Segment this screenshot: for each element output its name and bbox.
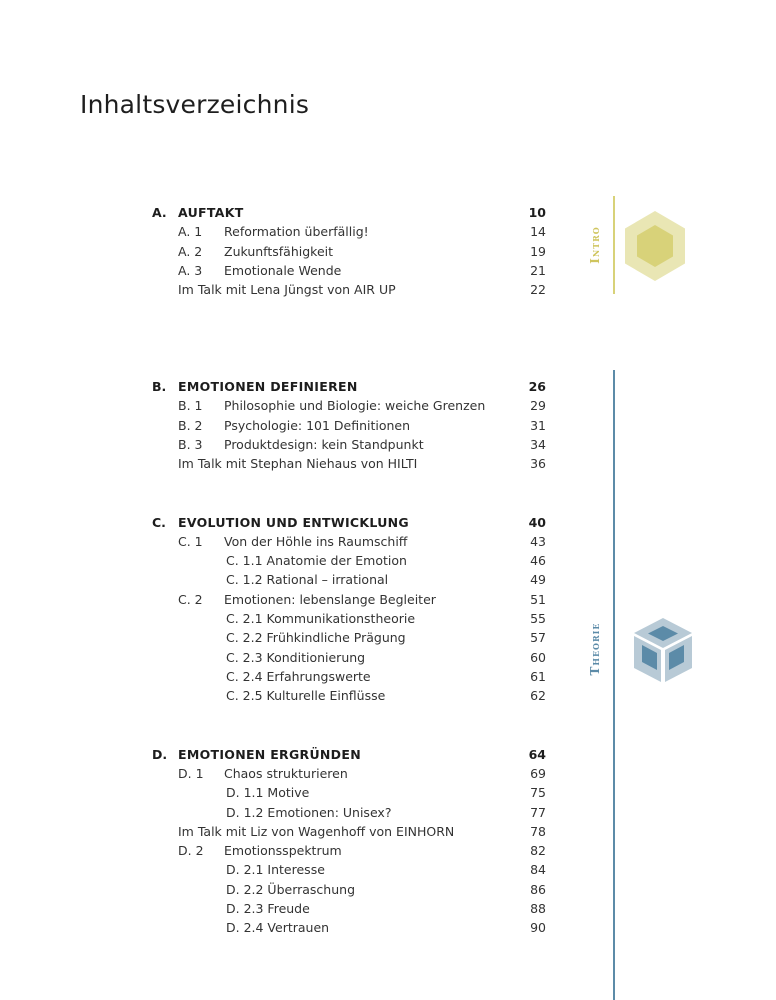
toc-section (0, 435, 546, 454)
toc-entry-number: B. 3 (178, 437, 203, 452)
toc-entry-title: D. 1.2 Emotionen: Unisex? (226, 805, 392, 820)
toc-entry-title: Emotionale Wende (224, 263, 342, 278)
toc-page-number: 10 (528, 205, 546, 220)
theorie-section-label: Theorie (588, 622, 602, 676)
toc-entry-title: EVOLUTION UND ENTWICKLUNG (178, 515, 409, 530)
toc-page-number: 61 (530, 669, 546, 684)
toc-entry-title: EMOTIONEN ERGRÜNDEN (178, 747, 361, 762)
toc-page-number: 64 (528, 747, 546, 762)
toc-entry-title: D. 2.2 Überraschung (226, 882, 356, 897)
toc-entry-title: C. 2.3 Konditionierung (226, 650, 366, 665)
toc-entry-number: D. 1 (178, 766, 204, 781)
toc-section (0, 242, 546, 261)
toc-subsection (0, 609, 546, 628)
toc-page-number: 19 (530, 244, 546, 259)
toc-section (0, 416, 546, 435)
toc-page-number: 26 (528, 379, 546, 394)
toc-page-number: 14 (530, 224, 546, 239)
toc-entry-title: Von der Höhle ins Raumschiff (224, 534, 408, 549)
toc-entry-number: C. 2 (178, 592, 203, 607)
toc-entry-number: C. (152, 515, 166, 530)
toc-page-number: 86 (530, 882, 546, 897)
toc-page-number: 51 (530, 592, 546, 607)
toc-chapter (0, 513, 546, 532)
toc-entry-number: A. 2 (178, 244, 203, 259)
toc-page-number: 34 (530, 437, 546, 452)
toc-entry-title: C. 1.1 Anatomie der Emotion (226, 553, 407, 568)
toc-talk-entry (0, 822, 546, 841)
toc-subsection (0, 918, 546, 937)
toc-page-number: 21 (530, 263, 546, 278)
theorie-divider-line (613, 370, 615, 1000)
toc-entry-title: Zukunftsfähigkeit (224, 244, 334, 259)
toc-entry-number: A. 1 (178, 224, 203, 239)
toc-entry-title: AUFTAKT (178, 205, 244, 220)
toc-page-number: 88 (530, 901, 546, 916)
toc-page-number: 84 (530, 862, 546, 877)
toc-entry-title: C. 2.5 Kulturelle Einflüsse (226, 688, 386, 703)
toc-page-number: 40 (528, 515, 546, 530)
toc-page-number: 75 (530, 785, 546, 800)
toc-page-number: 49 (530, 572, 546, 587)
toc-entry-title: C. 2.4 Erfahrungswerte (226, 669, 371, 684)
toc-talk-entry (0, 280, 546, 299)
toc-subsection (0, 686, 546, 705)
toc-entry-title: D. 2.4 Vertrauen (226, 920, 330, 935)
toc-entry-title: C. 2.1 Kommunikationstheorie (226, 611, 416, 626)
toc-page-number: 31 (530, 418, 546, 433)
toc-subsection (0, 628, 546, 647)
toc-entry-title: Emotionen: lebenslange Begleiter (224, 592, 436, 607)
toc-section (0, 532, 546, 551)
toc-entry-title: Im Talk mit Liz von Wagenhoff von EINHORN (178, 824, 455, 839)
toc-entry-title: D. 2.3 Freude (226, 901, 310, 916)
toc-subsection (0, 803, 546, 822)
toc-page-number: 69 (530, 766, 546, 781)
toc-subsection (0, 899, 546, 918)
toc-page-number: 36 (530, 456, 546, 471)
toc-page-number: 77 (530, 805, 546, 820)
toc-page-number: 60 (530, 650, 546, 665)
toc-entry-title: EMOTIONEN DEFINIEREN (178, 379, 358, 394)
toc-entry-title: Reformation überfällig! (224, 224, 369, 239)
toc-page-number: 78 (530, 824, 546, 839)
toc-section (0, 261, 546, 280)
toc-page-number: 90 (530, 920, 546, 935)
toc-section (0, 841, 546, 860)
toc-chapter (0, 745, 546, 764)
toc-section (0, 590, 546, 609)
toc-entry-title: C. 2.2 Frühkindliche Prägung (226, 630, 406, 645)
toc-entry-number: D. 2 (178, 843, 204, 858)
hexagon-icon (622, 209, 688, 283)
toc-subsection (0, 570, 546, 589)
toc-entry-title: C. 1.2 Rational – irrational (226, 572, 389, 587)
toc-subsection (0, 860, 546, 879)
toc-entry-number: C. 1 (178, 534, 203, 549)
intro-section-label: Intro (588, 226, 602, 264)
toc-chapter (0, 203, 546, 222)
toc-page-number: 57 (530, 630, 546, 645)
toc-entry-number: B. 2 (178, 418, 203, 433)
toc-talk-entry (0, 454, 546, 473)
toc-entry-title: Philosophie und Biologie: weiche Grenzen (224, 398, 486, 413)
toc-entry-number: B. 1 (178, 398, 203, 413)
toc-section (0, 764, 546, 783)
toc-entry-number: A. (152, 205, 167, 220)
toc-entry-title: Produktdesign: kein Standpunkt (224, 437, 424, 452)
toc-section (0, 396, 546, 415)
toc-entry-number: B. (152, 379, 167, 394)
toc-subsection (0, 783, 546, 802)
toc-subsection (0, 551, 546, 570)
toc-subsection (0, 667, 546, 686)
toc-entry-title: D. 1.1 Motive (226, 785, 310, 800)
toc-page-number: 43 (530, 534, 546, 549)
toc-entry-title: D. 2.1 Interesse (226, 862, 325, 877)
toc-page-number: 82 (530, 843, 546, 858)
intro-divider-line (613, 196, 615, 294)
toc-subsection (0, 880, 546, 899)
toc-section (0, 222, 546, 241)
toc-entry-title: Emotionsspektrum (224, 843, 342, 858)
toc-page-number: 22 (530, 282, 546, 297)
toc-page-number: 55 (530, 611, 546, 626)
cube-icon (630, 616, 696, 686)
toc-entry-title: Im Talk mit Lena Jüngst von AIR UP (178, 282, 396, 297)
toc-page-number: 62 (530, 688, 546, 703)
toc-entry-number: A. 3 (178, 263, 203, 278)
page-title: Inhaltsverzeichnis (80, 90, 310, 119)
toc-chapter (0, 377, 546, 396)
toc-subsection (0, 648, 546, 667)
toc-entry-number: D. (152, 747, 168, 762)
toc-page-number: 46 (530, 553, 546, 568)
toc-page-number: 29 (530, 398, 546, 413)
toc-entry-title: Chaos strukturieren (224, 766, 348, 781)
toc-entry-title: Psychologie: 101 Definitionen (224, 418, 411, 433)
toc-entry-title: Im Talk mit Stephan Niehaus von HILTI (178, 456, 418, 471)
